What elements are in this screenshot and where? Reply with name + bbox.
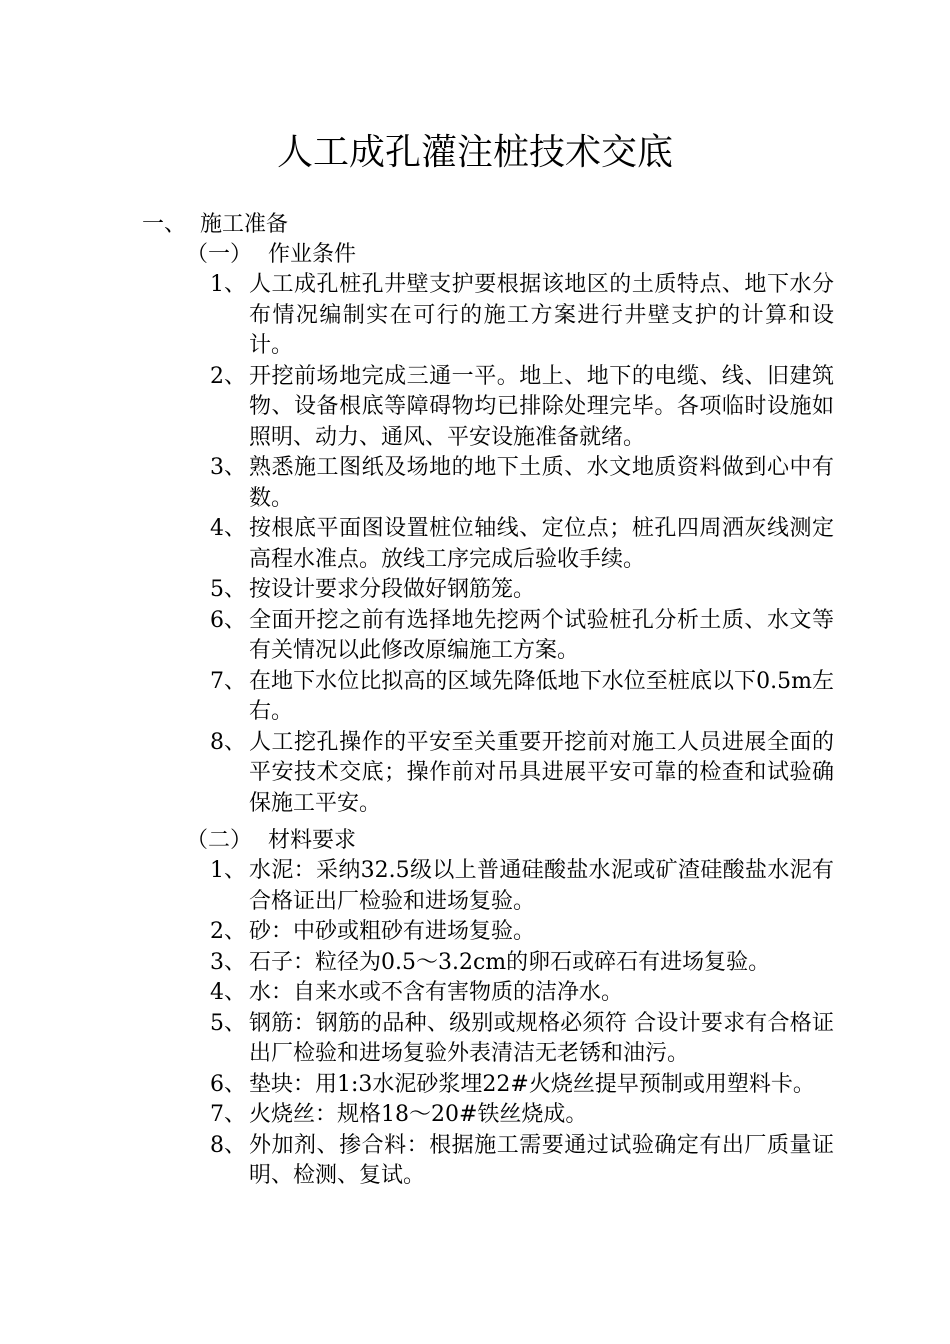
item-text: 按设计要求分段做好钢筋笼。: [249, 577, 536, 602]
subsection-heading-material-requirements: [186, 826, 356, 856]
section-title: 施工准备: [200, 212, 289, 237]
list-item: [0, 575, 950, 606]
list-item: [0, 1100, 950, 1131]
item-number: 4、: [210, 516, 246, 541]
item-number: 1、: [210, 272, 246, 297]
item-text: 人工挖孔操作的平安至关重要开挖前对施工人员进展全面的平安技术交底；操作前对吊具进展平安可靠的检查和试验确保施工平安。: [249, 729, 834, 816]
list-item: [0, 1131, 950, 1192]
item-text: 熟悉施工图纸及场地的地下土质、水文地质资料做到心中有数。: [249, 455, 834, 511]
list-item: [0, 917, 950, 948]
item-number: 2、: [210, 919, 246, 944]
subsection-title: 材料要求: [268, 828, 357, 853]
subsection-number: （二）: [186, 828, 253, 853]
item-number: 2、: [210, 363, 246, 389]
item-number: 1、: [210, 858, 246, 883]
item-text: 石子：粒径为0.5～3.2cm的卵石或碎石有进场复验。: [249, 949, 771, 975]
item-number: 3、: [210, 455, 246, 480]
subsection-heading-work-conditions: [186, 240, 356, 270]
subsection-title: 作业条件: [268, 242, 357, 267]
item-number: 8、: [210, 1132, 246, 1158]
list-item: [0, 453, 950, 514]
list-item: [0, 856, 950, 917]
item-number: 5、: [210, 577, 246, 602]
item-number: 6、: [210, 607, 246, 633]
item-text: 人工成孔桩孔井壁支护要根据该地区的土质特点、地下水分布情况编制实在可行的施工方案进行井壁支护的计算和设计。: [249, 272, 834, 358]
list-item: [0, 728, 950, 820]
list-item: [0, 514, 950, 575]
item-text: 在地下水位比拟高的区域先降低地下水位至桩底以下0.5m左右。: [249, 668, 834, 724]
list-item: [0, 1009, 950, 1070]
item-text: 开挖前场地完成三通一平。地上、地下的电缆、线、旧建筑物、设备根底等障碍物均已排除处理完毕。各项临时设施如照明、动力、通风、平安设施准备就绪。: [249, 363, 834, 450]
list-item: [0, 362, 950, 454]
subsection-number: （一）: [186, 242, 253, 267]
item-text: 垫块：用1:3水泥砂浆埋22#火烧丝提早预制或用塑料卡。: [249, 1071, 815, 1097]
item-text: 水泥：采纳32.5级以上普通硅酸盐水泥或矿渣硅酸盐水泥有合格证出厂检验和进场复验。: [249, 858, 834, 914]
section-heading-construction-prep: [142, 210, 288, 240]
item-number: 6、: [210, 1071, 246, 1097]
item-text: 火烧丝：规格18～20#铁丝烧成。: [249, 1102, 588, 1127]
item-text: 按根底平面图设置桩位轴线、定位点；桩孔四周洒灰线测定高程水准点。放线工序完成后验收手续。: [249, 516, 834, 572]
item-text: 钢筋：钢筋的品种、级别或规格必须符 合设计要求有合格证出厂检验和进场复验外表清洁无老锈和油污。: [249, 1010, 834, 1066]
list-item: [0, 270, 950, 362]
item-number: 5、: [210, 1010, 246, 1036]
item-text: 砂：中砂或粗砂有进场复验。: [249, 919, 536, 944]
item-number: 8、: [210, 729, 246, 755]
document-title: 人工成孔灌注桩技术交底: [276, 132, 673, 173]
item-text: 水：自来水或不含有害物质的洁净水。: [249, 980, 624, 1005]
item-number: 3、: [210, 949, 246, 975]
item-number: 7、: [210, 668, 246, 694]
item-text: 外加剂、掺合料：根据施工需要通过试验确定有出厂质量证明、检测、复试。: [249, 1132, 834, 1188]
list-item: [0, 606, 950, 667]
item-number: 7、: [210, 1102, 246, 1127]
material-requirements-list: [0, 856, 950, 1192]
list-item: [0, 978, 950, 1009]
item-number: 4、: [210, 980, 246, 1005]
list-item: [0, 667, 950, 728]
work-conditions-list: [0, 270, 950, 819]
list-item: [0, 1070, 950, 1101]
list-item: [0, 948, 950, 979]
section-number: 一、: [142, 212, 187, 237]
item-text: 全面开挖之前有选择地先挖两个试验桩孔分析土质、水文等有关情况以此修改原编施工方案。: [249, 607, 834, 663]
